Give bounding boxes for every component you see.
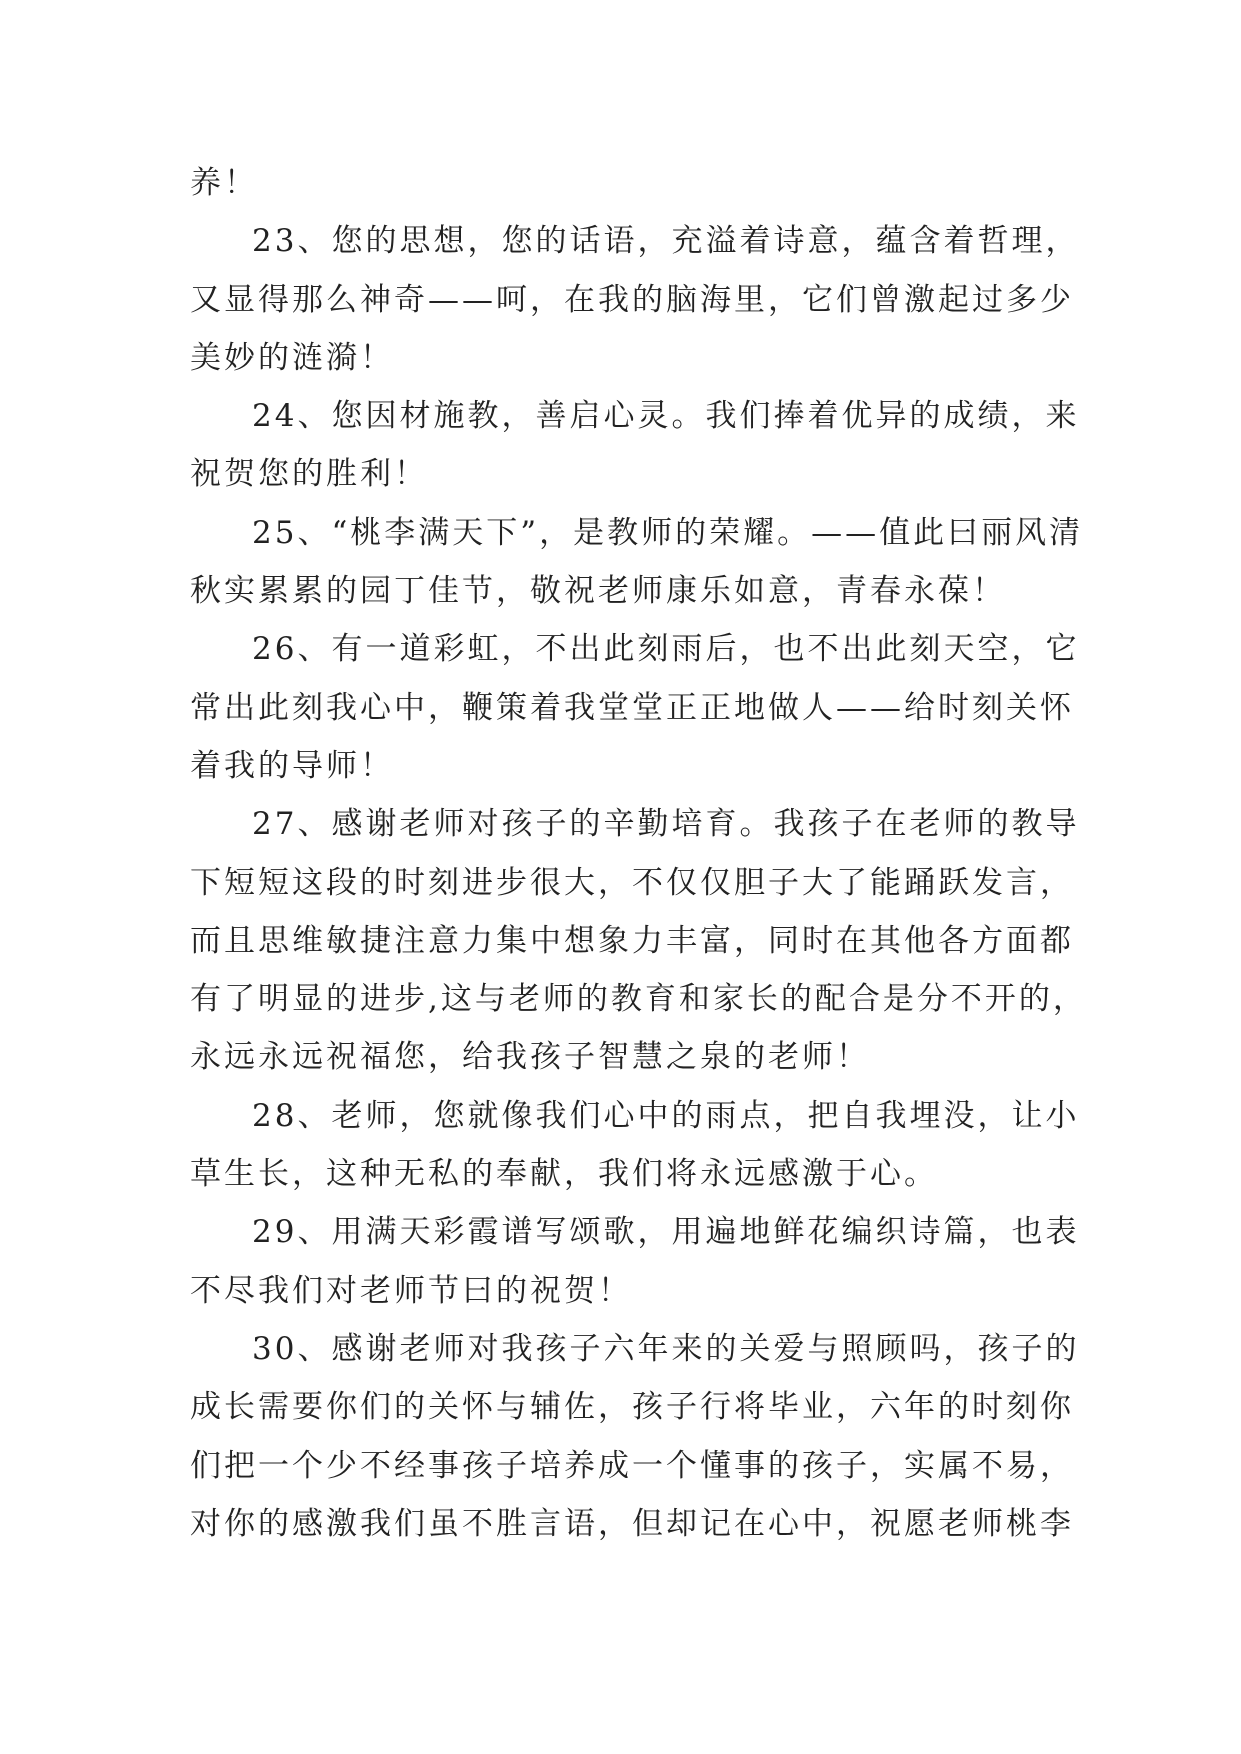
text-line-12: 27、感谢老师对孩子的辛勤培育。我孩子在老师的教导 [252,806,1080,843]
text-line-1: 养！ [190,165,258,201]
text-line-15: 有了明显的进步,这与老师的教育和家长的配合是分不开的， [190,981,1087,1018]
text-line-3: 又显得那么神奇——呵，在我的脑海里，它们曾激起过多少 [190,281,1074,318]
text-line-2: 23、您的思想，您的话语，充溢着诗意，蕴含着哲理， [252,223,1080,260]
text-line-18: 草生长，这种无私的奉献，我们将永远感激于心。 [190,1156,938,1193]
text-line-5: 24、您因材施教，善启心灵。我们捧着优异的成绩，来 [252,398,1080,435]
text-line-22: 成长需要你们的关怀与辅佐，孩子行将毕业，六年的时刻你 [190,1389,1074,1426]
text-line-23: 们把一个少不经事孩子培养成一个懂事的孩子，实属不易， [190,1447,1074,1484]
text-line-14: 而且思维敏捷注意力集中想象力丰富，同时在其他各方面都 [190,922,1074,959]
text-line-16: 永远永远祝福您，给我孩子智慧之泉的老师！ [190,1039,870,1076]
text-line-19: 29、用满天彩霞谱写颂歌，用遍地鲜花编织诗篇，也表 [252,1214,1080,1251]
text-line-11: 着我的导师！ [190,747,394,784]
document-page [190,154,1087,1553]
text-line-13: 下短短这段的时刻进步很大，不仅仅胆子大了能踊跃发言， [190,864,1074,901]
text-line-4: 美妙的涟漪！ [190,339,394,376]
text-line-21: 30、感谢老师对我孩子六年来的关爱与照顾吗，孩子的 [252,1330,1080,1367]
text-line-8: 秋实累累的园丁佳节，敬祝老师康乐如意，青春永葆！ [190,573,1006,610]
text-line-9: 26、有一道彩虹，不出此刻雨后，也不出此刻天空，它 [252,631,1080,668]
text-line-6: 祝贺您的胜利！ [190,456,428,493]
text-line-17: 28、老师，您就像我们心中的雨点，把自我埋没，让小 [252,1097,1080,1134]
text-line-24: 对你的感激我们虽不胜言语，但却记在心中，祝愿老师桃李 [190,1505,1074,1542]
text-line-7: 25、“桃李满天下”，是教师的荣耀。——值此曰丽风清 [252,514,1084,551]
text-line-20: 不尽我们对老师节曰的祝贺！ [190,1272,632,1309]
text-line-10: 常出此刻我心中，鞭策着我堂堂正正地做人——给时刻关怀 [190,689,1074,726]
